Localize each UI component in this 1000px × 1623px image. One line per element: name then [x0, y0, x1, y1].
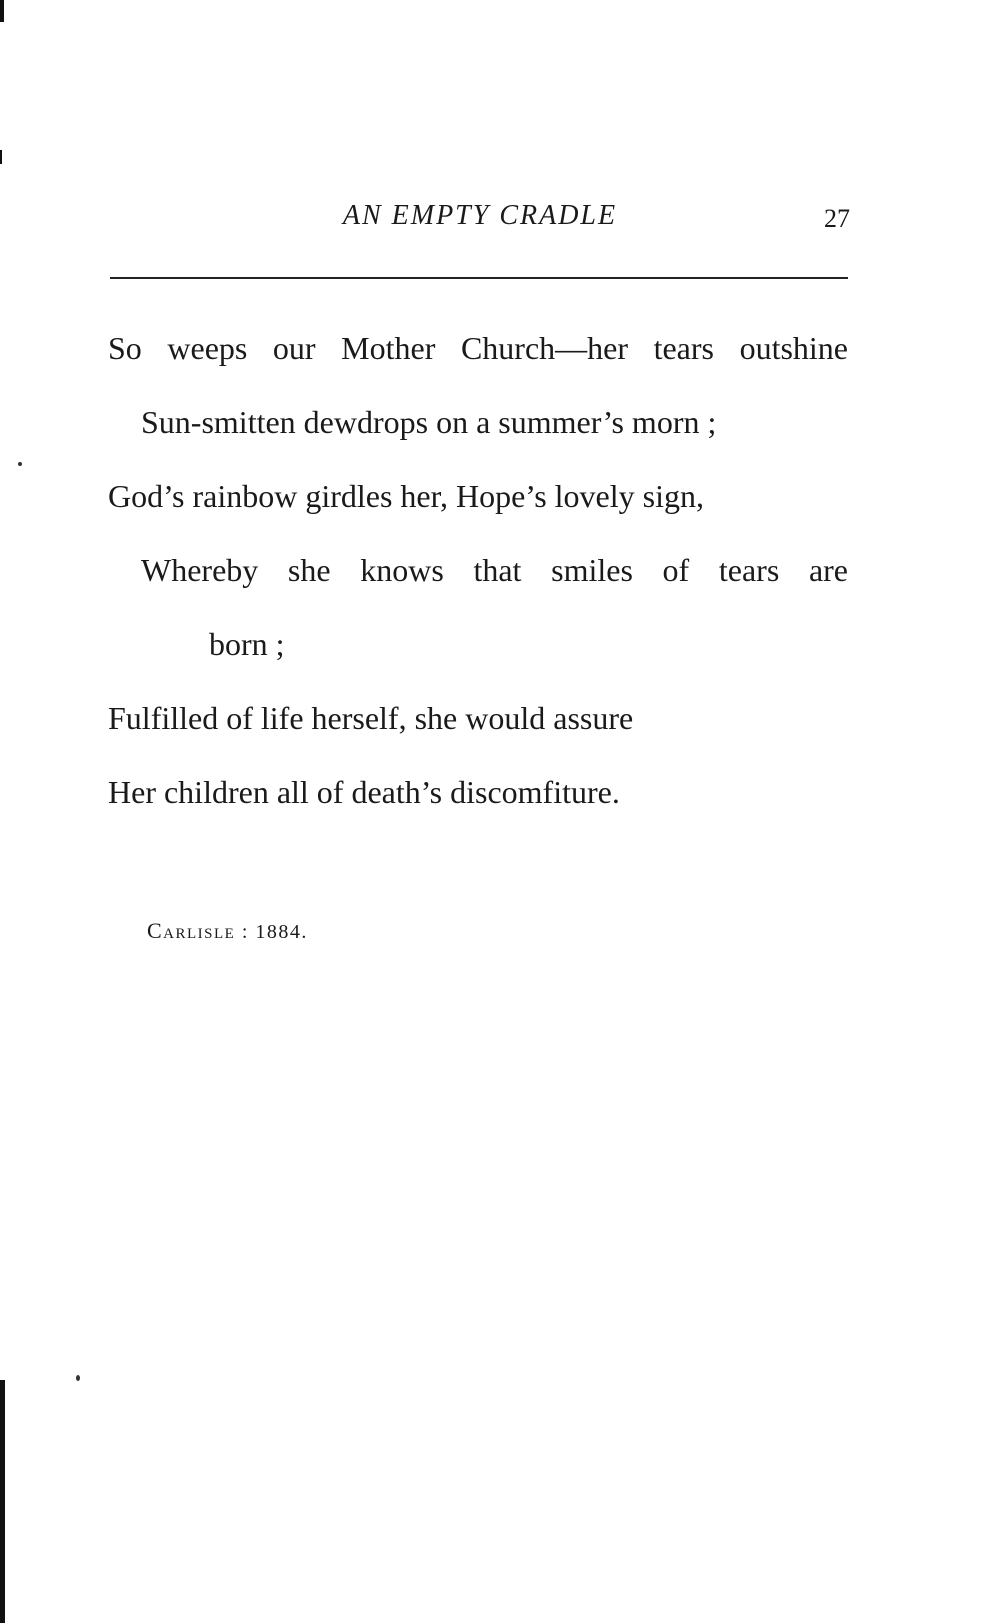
colophon [147, 918, 308, 944]
colophon-separator: : [235, 921, 256, 943]
poem-line: born ; [209, 626, 285, 662]
scan-speck [18, 462, 22, 466]
scan-edge-mark [0, 1380, 5, 1623]
page-header [110, 200, 850, 240]
poem-line: So weeps our Mother Church—her tears outshine [108, 330, 848, 366]
scan-edge-mark [0, 150, 2, 164]
colophon-place: Carlisle [147, 918, 236, 943]
poem-line: Sun-smitten dewdrops on a summer’s morn ; [141, 404, 717, 440]
header-rule [110, 277, 848, 279]
page-number: 27 [824, 204, 850, 233]
scan-edge-mark [0, 0, 4, 22]
poem-line: Fulfilled of life herself, she would assure [108, 700, 634, 736]
poem-line: Her children all of death’s discomfiture. [108, 774, 620, 810]
poem-line: Whereby she knows that smiles of tears are [141, 552, 848, 588]
scan-speck [76, 1375, 80, 1381]
running-title: AN EMPTY CRADLE [342, 200, 618, 231]
colophon-year: 1884. [255, 921, 308, 943]
poem-line: God’s rainbow girdles her, Hope’s lovely sign, [108, 478, 704, 514]
